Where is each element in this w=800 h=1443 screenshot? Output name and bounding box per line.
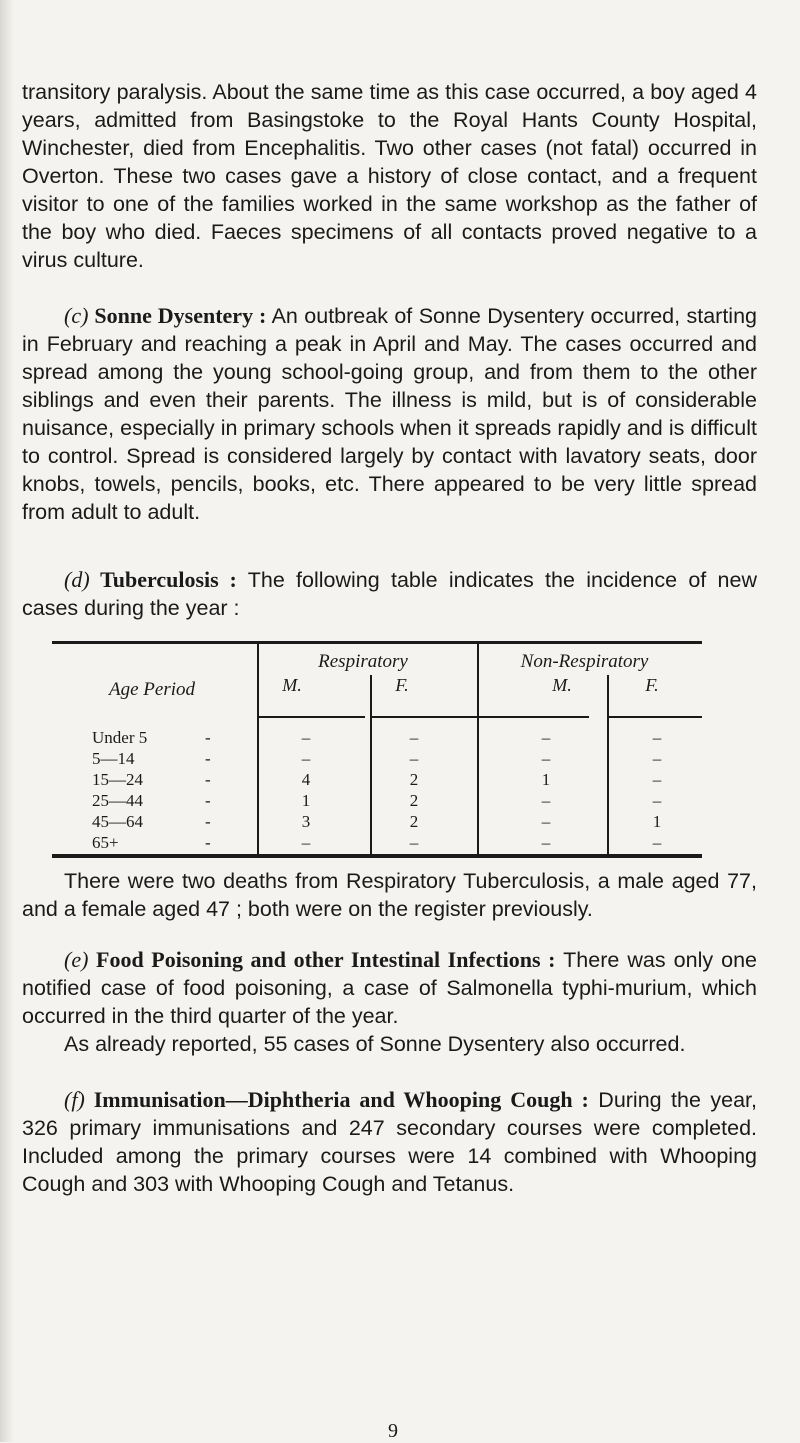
table-row [52,791,702,811]
leader-dash: - [205,749,211,768]
cell-nonresp-f: 1 [652,812,662,831]
header-nonresp-m: M. [552,675,572,695]
row-age: 65+ [92,833,119,852]
cell-resp-m: – [301,833,311,852]
cell-resp-m: 1 [301,791,311,810]
header-resp-m: M. [282,675,302,695]
cell-resp-f: 2 [409,791,419,810]
cell-nonresp-f: – [652,728,662,747]
section-heading-d [64,567,237,592]
section-body: An outbreak of Sonne Dysentery occurred, starting in February and reaching a peak in April and May. The cases occurred and spread among the young school-going group, and from them to the other siblings and even their parents. The illness is mild, but is of considerable nuisance, especially in primary schools when it spreads rapidly and is difficult to control. Spread is considered largely by contact with lavatory seats, door knobs, towels, pencils, books, etc. There appeared to be very little spread from adult to adult. [22,304,757,524]
paragraph-sonne-dysentery [22,302,757,526]
cell-resp-m: 4 [301,770,311,789]
cell-nonresp-m: – [541,728,551,747]
cell-resp-f: 2 [409,770,419,789]
leader-dash: - [205,728,211,747]
leader-dash: - [205,812,211,831]
leader-dash: - [205,770,211,789]
table-row [52,812,702,832]
paragraph-tuberculosis [22,566,757,622]
section-letter: (d) [64,567,90,592]
cell-resp-f: – [409,833,419,852]
row-age: 45—64 [92,812,143,831]
cell-nonresp-m: – [541,749,551,768]
section-body: There was only one notified case of food poisoning, a case of Salmonella typhi-murium, which occurred in the third quarter of the year. [22,948,758,1028]
cell-nonresp-m: 1 [541,770,551,789]
paragraph-tb-deaths: There were two deaths from Respiratory Tuberculosis, a male aged 77, and a female aged 47 ; both were on the register previously. [22,869,757,921]
cell-resp-f: – [409,728,419,747]
section-title: Immunisation—Diphtheria and Whooping Cough : [93,1087,589,1112]
paragraph-food-poisoning [22,946,757,1030]
table-subheader-rule [257,716,365,718]
table-subheader-rule [479,716,589,718]
cell-resp-m: 3 [301,812,311,831]
table-top-rule [52,641,702,644]
row-age: 25—44 [92,791,143,810]
leader-dash: - [205,791,211,810]
cell-nonresp-m: – [541,791,551,810]
header-non-respiratory: Non-Respiratory [520,651,649,672]
section-body: The following table indicates the incidence of new cases during the year : [22,568,757,620]
section-heading-c [64,303,266,328]
section-body: During the year, 326 primary immunisations and 247 secondary courses were completed. Included among the primary courses were 14 combined with Whooping Cough and 303 with Whooping Cough and Tetanus. [22,1088,757,1196]
section-heading-e [64,947,555,972]
cell-nonresp-m: – [541,812,551,831]
section-title: Tuberculosis : [100,567,237,592]
row-age: 5—14 [92,749,135,768]
section-letter: (c) [64,303,89,328]
section-letter: (f) [64,1087,85,1112]
table-subheader-rule [609,716,702,718]
table-row [52,833,702,853]
header-age-period: Age Period [108,679,195,700]
row-age: 15—24 [92,770,143,789]
cell-nonresp-f: – [652,770,662,789]
tuberculosis-table [52,641,702,858]
cell-nonresp-f: – [652,791,662,810]
cell-nonresp-f: – [652,749,662,768]
leader-dash: - [205,833,211,852]
cell-nonresp-m: – [541,833,551,852]
section-heading-f [64,1087,589,1112]
section-title: Sonne Dysentery : [94,303,267,328]
paragraph-sonne-cases: As already reported, 55 cases of Sonne Dysentery also occurred. [64,1032,686,1056]
row-age: Under 5 [92,728,148,747]
paragraph-encephalitis: transitory paralysis. About the same time as this case occurred, a boy aged 4 years, admitted from Basingstoke to the Royal Hants County Hospital, Winchester, died from Encephalitis. Two other cases (not fatal) occurred in Overton. These two cases gave a history of close contact, and a frequent visitor to one of the families worked in the same workshop as the father of the boy who died. Faeces specimens of all contacts proved negative to a virus culture. [22,80,757,272]
table-subheader-rule [372,716,477,718]
table-row [52,749,702,769]
page-scan-edge [0,0,14,1442]
table-row [52,770,702,790]
section-title: Food Poisoning and other Intestinal Infections : [96,947,556,972]
section-letter: (e) [64,947,89,972]
cell-nonresp-f: – [652,833,662,852]
cell-resp-m: – [301,728,311,747]
cell-resp-f: – [409,749,419,768]
paragraph-immunisation [22,1086,757,1198]
header-resp-f: F. [395,675,409,695]
page-number: 9 [388,1420,398,1442]
cell-resp-m: – [301,749,311,768]
table-bottom-rule [52,854,702,858]
header-nonresp-f: F. [645,675,659,695]
cell-resp-f: 2 [409,812,419,831]
header-respiratory: Respiratory [318,651,408,672]
table-row [52,728,702,748]
